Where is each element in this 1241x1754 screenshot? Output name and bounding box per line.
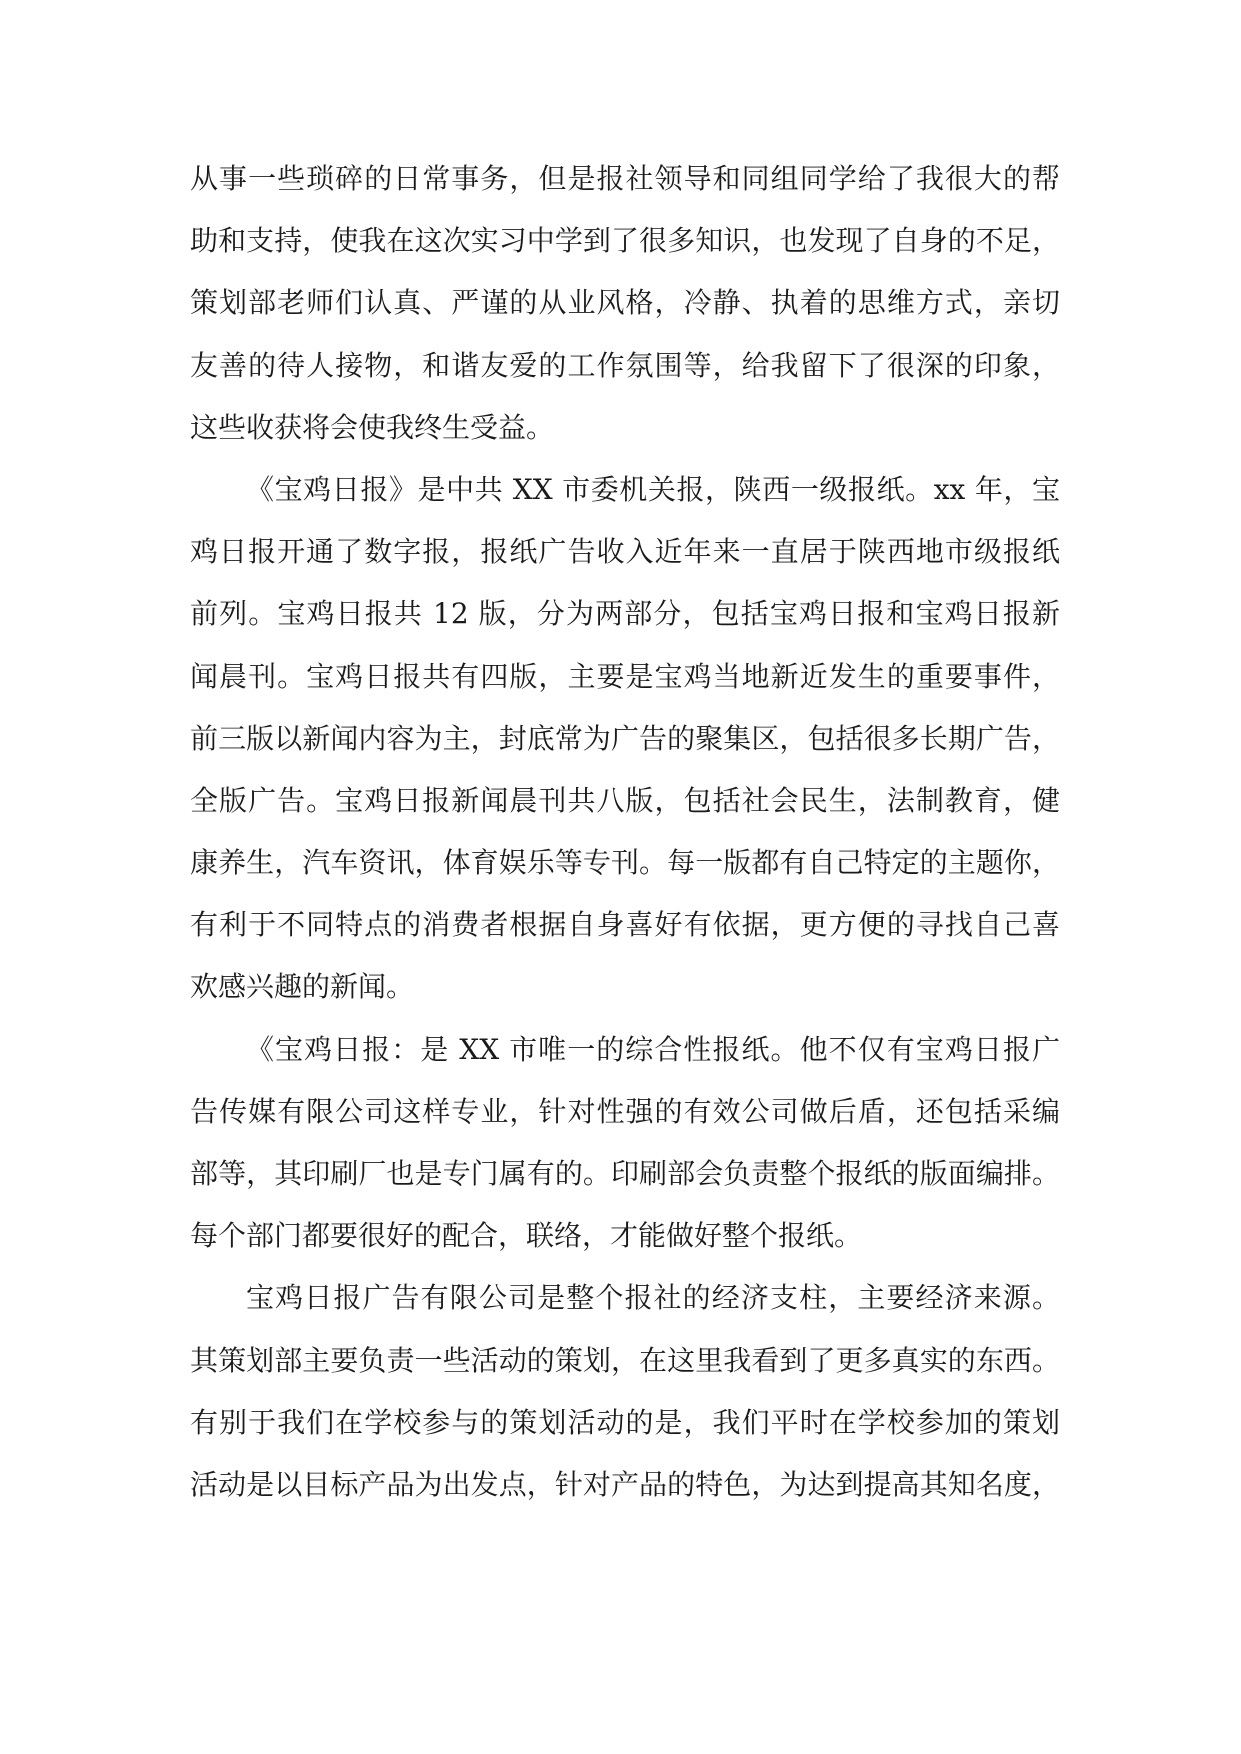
text-line: 每个部门都要很好的配合，联络，才能做好整个报纸。 <box>190 1219 863 1253</box>
text-line: 《宝鸡日报》是中共 XX 市委机关报，陕西一级报纸。xx 年，宝 <box>246 472 1060 506</box>
text-line: 告传媒有限公司这样专业，针对性强的有效公司做后盾，还包括采编 <box>190 1094 1060 1128</box>
text-line: 活动是以目标产品为出发点，针对产品的特色，为达到提高其知名度， <box>190 1467 1060 1501</box>
text-line: 全版广告。宝鸡日报新闻晨刊共八版，包括社会民生，法制教育，健 <box>190 783 1060 817</box>
text-line: 有利于不同特点的消费者根据自身喜好有依据，更方便的寻找自己喜 <box>190 908 1060 942</box>
text-line: 友善的待人接物，和谐友爱的工作氛围等，给我留下了很深的印象， <box>190 348 1060 382</box>
paragraph-3 <box>190 1019 1060 1268</box>
text-line: 这些收获将会使我终生受益。 <box>190 410 555 444</box>
document-body <box>190 148 1060 1516</box>
text-line: 策划部老师们认真、严谨的从业风格，冷静、执着的思维方式，亲切 <box>190 286 1060 320</box>
text-line: 康养生，汽车资讯，体育娱乐等专刊。每一版都有自己特定的主题你， <box>190 846 1060 880</box>
text-line: 宝鸡日报广告有限公司是整个报社的经济支柱，主要经济来源。 <box>246 1281 1060 1315</box>
text-line: 前列。宝鸡日报共 12 版，分为两部分，包括宝鸡日报和宝鸡日报新 <box>190 597 1060 631</box>
paragraph-2 <box>190 459 1060 1019</box>
paragraph-4 <box>190 1267 1060 1516</box>
text-line: 鸡日报开通了数字报，报纸广告收入近年来一直居于陕西地市级报纸 <box>190 535 1060 569</box>
text-line: 从事一些琐碎的日常事务，但是报社领导和同组同学给了我很大的帮 <box>190 162 1060 195</box>
paragraph-1 <box>190 148 1060 459</box>
text-line: 助和支持，使我在这次实习中学到了很多知识，也发现了自身的不足， <box>190 224 1060 258</box>
text-line: 其策划部主要负责一些活动的策划，在这里我看到了更多真实的东西。 <box>190 1343 1060 1377</box>
text-line: 前三版以新闻内容为主，封底常为广告的聚集区，包括很多长期广告， <box>190 721 1060 755</box>
text-line: 闻晨刊。宝鸡日报共有四版，主要是宝鸡当地新近发生的重要事件， <box>190 659 1060 693</box>
text-line: 部等，其印刷厂也是专门属有的。印刷部会负责整个报纸的版面编排。 <box>190 1157 1060 1190</box>
text-line: 《宝鸡日报：是 XX 市唯一的综合性报纸。他不仅有宝鸡日报广 <box>246 1032 1060 1066</box>
text-line: 有别于我们在学校参与的策划活动的是，我们平时在学校参加的策划 <box>190 1405 1060 1439</box>
text-line: 欢感兴趣的新闻。 <box>190 970 415 1004</box>
